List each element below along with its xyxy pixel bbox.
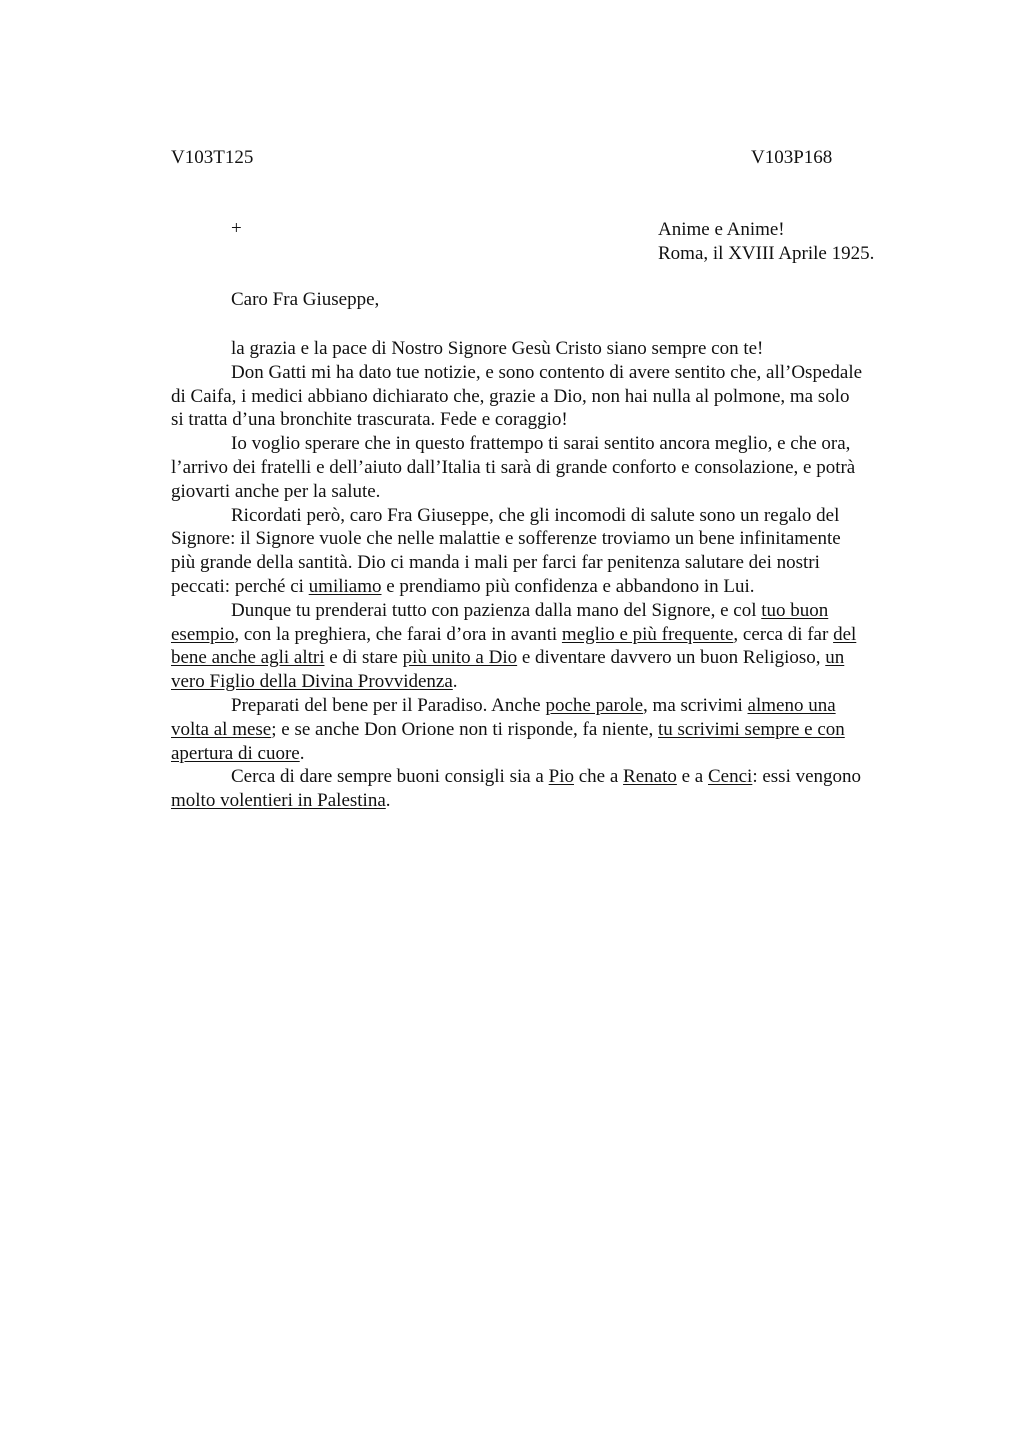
text-run: Io voglio sperare che in questo frattempo ti sarai sentito ancora meglio, e che ora, bbox=[231, 433, 851, 455]
underlined-text: molto volentieri in Palestina bbox=[171, 790, 386, 812]
text-run: e a bbox=[676, 766, 708, 788]
underlined-text: apertura di cuore bbox=[171, 742, 300, 764]
underlined-text: volta al mese bbox=[171, 718, 272, 740]
paragraph-line bbox=[171, 551, 931, 575]
underlined-text: umiliamo bbox=[308, 575, 382, 597]
paragraph-line bbox=[171, 765, 931, 789]
paragraph-line bbox=[171, 742, 931, 766]
text-run: si tratta d’una bronchite trascurata. Fede e coraggio! bbox=[171, 409, 568, 431]
paragraph-line bbox=[171, 646, 931, 670]
text-run: , ma scrivimi bbox=[643, 694, 748, 716]
text-run: di Caifa, i medici abbiano dichiarato che, grazie a Dio, non hai nulla al polmone, ma solo bbox=[171, 385, 850, 407]
text-run: peccati: perché ci bbox=[171, 575, 309, 597]
paragraph-line bbox=[171, 623, 931, 647]
text-run: l’arrivo dei fratelli e dell’aiuto dall’Italia ti sarà di grande conforto e consolazione, e potrà bbox=[171, 456, 856, 478]
underlined-text: tu scrivimi sempre e con bbox=[658, 718, 845, 740]
paragraph-line bbox=[171, 694, 931, 718]
underlined-text: tuo buon bbox=[761, 599, 829, 621]
underlined-text: bene anche agli altri bbox=[171, 647, 325, 669]
text-run: . bbox=[299, 742, 305, 764]
underlined-text: del bbox=[833, 623, 857, 645]
text-run: Preparati del bene per il Paradiso. Anche bbox=[231, 694, 546, 716]
paragraph-line bbox=[171, 385, 931, 409]
text-run: più grande della santità. Dio ci manda i mali per farci far penitenza salutare dei nostri bbox=[171, 552, 820, 574]
cross-symbol: + bbox=[231, 218, 242, 239]
paragraph-line bbox=[171, 599, 931, 623]
underlined-text: Renato bbox=[623, 766, 677, 788]
underlined-text: Pio bbox=[548, 766, 574, 788]
underlined-text: un bbox=[825, 647, 845, 669]
document-code-left: V103T125 bbox=[171, 147, 254, 168]
underlined-text: poche parole bbox=[545, 694, 644, 716]
text-run: . bbox=[452, 671, 458, 693]
date-line: Roma, il XVIII Aprile 1925. bbox=[658, 243, 875, 264]
text-run: e prendiamo più confidenza e abbandono in Lui. bbox=[381, 575, 755, 597]
paragraph-line bbox=[171, 527, 931, 551]
paragraph-line bbox=[171, 670, 931, 694]
text-run: e diventare davvero un buon Religioso, bbox=[517, 647, 826, 669]
document-code-right: V103P168 bbox=[751, 147, 833, 168]
text-run: che a bbox=[573, 766, 624, 788]
text-run: Don Gatti mi ha dato tue notizie, e sono contento di avere sentito che, all’Ospedale bbox=[231, 361, 863, 383]
paragraph-line bbox=[171, 480, 931, 504]
letter-heading bbox=[658, 218, 874, 266]
text-run: Ricordati però, caro Fra Giuseppe, che gli incomodi di salute sono un regalo del bbox=[231, 504, 840, 526]
paragraph-line bbox=[171, 408, 931, 432]
text-run: Cerca di dare sempre buoni consigli sia a bbox=[231, 766, 549, 788]
text-run: la grazia e la pace di Nostro Signore Gesù Cristo siano sempre con te! bbox=[231, 338, 764, 359]
text-run: , con la preghiera, che farai d’ora in avanti bbox=[234, 623, 562, 645]
paragraph-line bbox=[171, 718, 931, 742]
text-run: Dunque tu prenderai tutto con pazienza dalla mano del Signore, e col bbox=[231, 599, 762, 621]
underlined-text: più unito a Dio bbox=[402, 647, 518, 669]
underlined-text: meglio e più frequente bbox=[561, 623, 734, 645]
paragraph-line bbox=[171, 337, 931, 361]
letter-body bbox=[171, 337, 931, 813]
underlined-text: almeno una bbox=[747, 694, 836, 716]
paragraph-line bbox=[171, 575, 931, 599]
text-run: e di stare bbox=[324, 647, 403, 669]
underlined-text: Cenci bbox=[708, 766, 753, 788]
paragraph-line bbox=[171, 504, 931, 528]
text-run: ; e se anche Don Orione non ti risponde, fa niente, bbox=[271, 718, 658, 740]
text-run: . bbox=[385, 790, 391, 812]
paragraph-line bbox=[171, 432, 931, 456]
paragraph-line bbox=[171, 361, 931, 385]
text-run: , cerca di far bbox=[733, 623, 834, 645]
salutation: Caro Fra Giuseppe, bbox=[231, 289, 380, 310]
paragraph-line bbox=[171, 456, 931, 480]
text-run: Signore: il Signore vuole che nelle malattie e sofferenze troviamo un bene infinitamente bbox=[171, 528, 841, 550]
text-run: giovarti anche per la salute. bbox=[171, 480, 381, 502]
motto-line: Anime e Anime! bbox=[658, 219, 785, 240]
paragraph-line bbox=[171, 789, 931, 813]
text-run: : essi vengono bbox=[752, 766, 862, 788]
underlined-text: esempio bbox=[171, 623, 235, 645]
underlined-text: vero Figlio della Divina Provvidenza bbox=[171, 671, 453, 693]
